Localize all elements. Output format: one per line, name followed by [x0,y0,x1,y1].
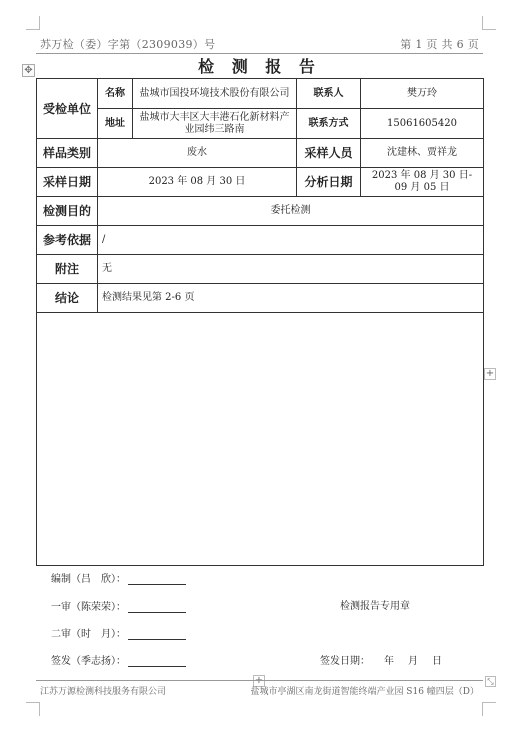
sampler-label: 采样人员 [297,139,361,168]
table-row [37,284,484,313]
contact-value: 樊万玲 [361,79,484,109]
contact-method-value: 15061605420 [361,109,484,139]
purpose-value: 委托检测 [98,197,484,226]
name-label: 名称 [98,79,133,109]
sample-type-value: 废水 [98,139,297,168]
report-stamp-label: 检测报告专用章 [340,601,410,612]
crop-mark-top-left [26,16,40,30]
table-row [37,168,484,197]
reviewer2-signature [51,625,186,640]
table-row [37,139,484,168]
table-row [37,255,484,284]
footer-divider [36,680,483,681]
table-row [37,226,484,255]
sample-type-label: 样品类别 [37,139,98,168]
issue-day: 日 [432,656,442,667]
report-title: 检 测 报 告 [198,57,321,76]
compiler-signature [51,570,186,585]
table-row [37,197,484,226]
contact-label: 联系人 [297,79,361,109]
conclusion-label: 结论 [37,284,98,313]
client-label: 受检单位 [37,79,98,139]
analysis-date-label: 分析日期 [297,168,361,197]
issuer-label: 签发（季志扬）： [51,656,126,667]
signature-line [128,639,186,640]
issue-date [320,652,442,667]
table-move-handle-icon[interactable]: ✥ [22,64,35,77]
conclusion-value: 检测结果见第 2-6 页 [98,284,484,313]
signature-line [128,584,186,585]
remark-label: 附注 [37,255,98,284]
issue-date-label: 签发日期： [320,656,370,667]
table-resize-icon[interactable]: ⤡ [485,676,496,687]
client-name: 盐城市国投环境技术股份有限公司 [133,79,297,109]
issue-year: 年 [384,656,394,667]
reference-value: / [98,226,484,255]
report-table [36,78,484,566]
compiler-label: 编制（吕 欣）： [51,574,126,585]
issue-month: 月 [408,656,418,667]
sampler-value: 沈建林、贾祥龙 [361,139,484,168]
purpose-label: 检测目的 [37,197,98,226]
table-row [37,313,484,566]
doc-number: 苏万检（委）字第（2309039）号 [40,38,216,51]
reviewer2-label: 二审（时 月）： [51,629,126,640]
page-info: 第 1 页 共 6 页 [400,38,479,51]
remark-value: 无 [98,255,484,284]
footer-company: 江苏万源检测科技服务有限公司 [40,687,167,697]
signature-area [37,313,484,566]
reviewer-signature [51,598,186,613]
crop-mark-top-right [482,16,496,30]
sampling-date-label: 采样日期 [37,168,98,197]
sampling-date-value: 2023 年 08 月 30 日 [98,168,297,197]
address-label: 地址 [98,109,133,139]
signature-line [128,666,186,667]
client-address: 盐城市大丰区大丰港石化新材料产业园纬三路南 [133,109,297,139]
signature-line [128,612,186,613]
footer-address: 盐城市亭湖区南龙街道智能终端产业园 S16 幢四层（D） [250,687,479,697]
crop-mark-bottom-right [482,702,496,716]
table-row [37,79,484,109]
issuer-signature [51,652,186,667]
reference-label: 参考依据 [37,226,98,255]
analysis-date-value [361,168,484,197]
crop-mark-bottom-left [26,702,40,716]
add-column-icon[interactable]: + [485,368,495,379]
analysis-date-line2: 09 月 05 日 [394,182,450,193]
contact-method-label: 联系方式 [297,109,361,139]
table-row [37,109,484,139]
reviewer-label: 一审（陈荣荣）： [51,602,126,613]
analysis-date-line1: 2023 年 08 月 30 日- [371,170,473,181]
add-row-icon[interactable]: + [254,675,264,686]
